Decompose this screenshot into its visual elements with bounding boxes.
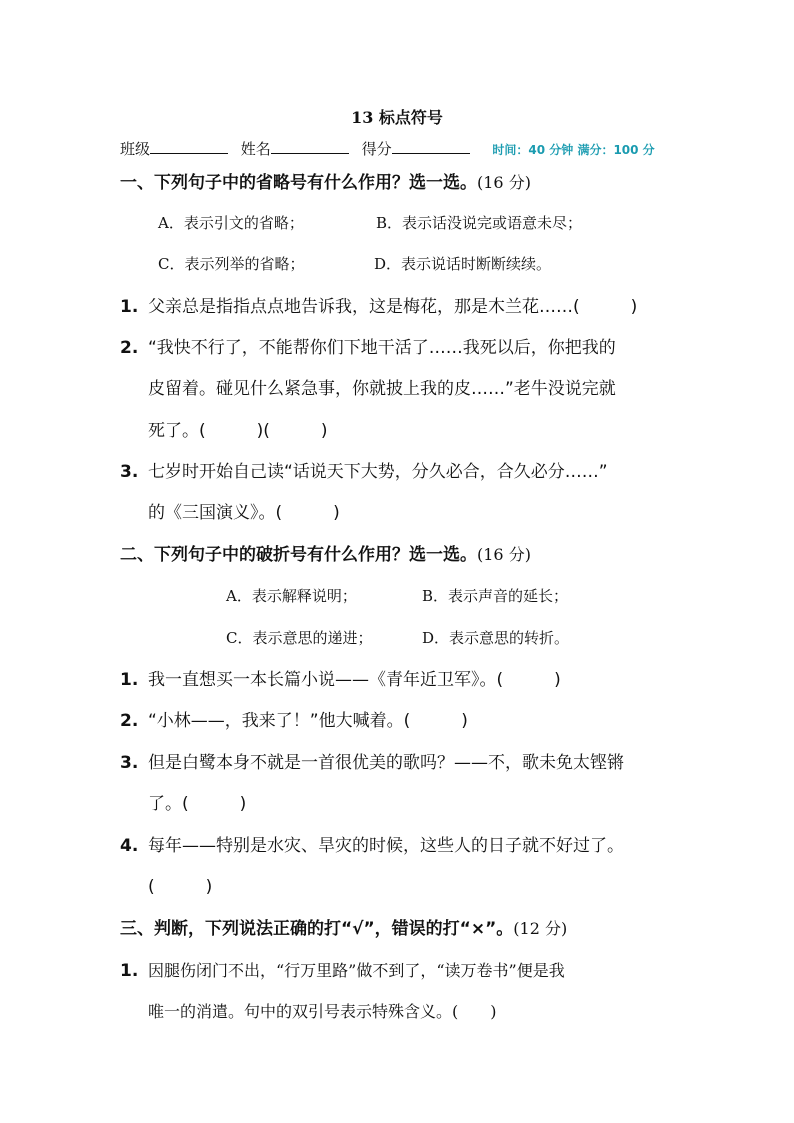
class-label: 班级: [120, 140, 151, 158]
option-d: D．表示意思的转折。: [422, 629, 570, 647]
score-blank: [392, 138, 470, 154]
s2-question-3-line2: 了。( ): [148, 794, 247, 814]
s1-question-3: 3. 七岁时开始自己读“话说天下大势，分久必合，合久必分……”: [120, 462, 608, 482]
section2-score: (16 分): [477, 545, 531, 564]
s1-question-3-line2: 的《三国演义》。( ): [148, 503, 340, 523]
s1-question-2-line3: 死了。( )( ): [148, 421, 328, 441]
section1-heading: 一、下列句子中的省略号有什么作用？选一选。(16 分): [120, 173, 531, 193]
section3-heading: 三、判断，下列说法正确的打“√”，错误的打“×”。(12 分): [120, 919, 568, 939]
s1-question-2: 2. “我快不行了，不能帮你们下地干活了……我死以后，你把我的: [120, 338, 616, 358]
score-label: 得分: [361, 140, 392, 158]
section2-heading: 二、下列句子中的破折号有什么作用？选一选。(16 分): [120, 545, 531, 565]
section2-options-row1: [226, 585, 568, 607]
section3-score: (12 分): [513, 919, 568, 938]
s3-question-1-line2: 唯一的消遣。句中的双引号表示特殊含义。( ): [148, 1002, 497, 1021]
s1-question-2-line2: 皮留着。碰见什么紧急事，你就披上我的皮……”老牛没说完就: [148, 379, 616, 399]
page-title: 13 标点符号: [351, 108, 443, 127]
s2-question-1: 1. 我一直想买一本长篇小说——《青年近卫军》。( ): [120, 670, 561, 690]
class-blank: [150, 138, 228, 154]
student-info-row: [120, 138, 655, 161]
option-a: A．表示解释说明；: [226, 587, 357, 605]
option-d: D．表示说话时断断续续。: [374, 255, 552, 273]
name-label: 姓名: [240, 140, 271, 158]
option-a: A．表示引文的省略；: [158, 214, 304, 232]
option-c: C．表示意思的递进；: [226, 629, 373, 647]
s3-question-1: 1. 因腿伤闭门不出，“行万里路”做不到了，“读万卷书”便是我: [120, 961, 565, 981]
section1-options-row1: [158, 212, 582, 234]
section1-options-row2: [158, 253, 551, 275]
option-b: B．表示声音的延长；: [422, 587, 569, 605]
s2-question-2: 2. “小林——，我来了！”他大喊着。( ): [120, 711, 468, 731]
time-info: 时间：40 分钟 满分：100 分: [492, 143, 655, 157]
s2-question-4: 4. 每年——特别是水灾、旱灾的时候，这些人的日子就不好过了。: [120, 836, 624, 856]
s2-question-3: 3. 但是白鹭本身不就是一首很优美的歌吗？——不，歌未免太铿锵: [120, 753, 624, 773]
option-c: C．表示列举的省略；: [158, 255, 305, 273]
section2-options-row2: [226, 627, 569, 649]
name-blank: [271, 138, 349, 154]
s1-question-1: 1. 父亲总是指指点点地告诉我，这是梅花，那是木兰花……( ): [120, 297, 638, 317]
s2-question-4-line2: ( ): [148, 877, 213, 897]
option-b: B．表示话没说完或语意未尽；: [376, 214, 583, 232]
section1-score: (16 分): [477, 173, 531, 192]
